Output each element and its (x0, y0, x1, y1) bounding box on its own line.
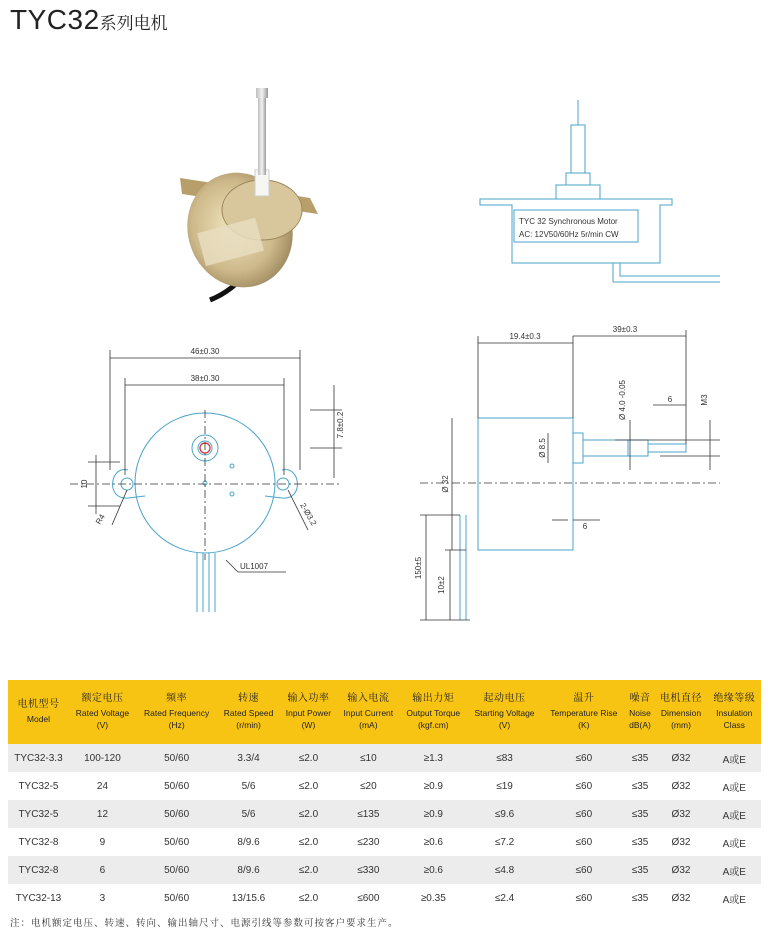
table-cell: ≤19 (467, 772, 542, 800)
table-cell: 13/15.6 (217, 884, 279, 912)
dim-shaft: Ø 4.0 -0.05 (618, 379, 627, 421)
header-input-current: 输入电流 Input Current (mA) (337, 680, 399, 744)
table-cell: TYC32-8 (8, 856, 69, 884)
table-cell: 5/6 (217, 800, 279, 828)
table-cell: ≤600 (337, 884, 399, 912)
nameplate-line2: AC: 12V50/60Hz 5r/min CW (519, 230, 619, 239)
table-cell: TYC32-5 (8, 772, 69, 800)
section-view (460, 418, 686, 620)
table-cell: Ø32 (654, 884, 707, 912)
header-input-power: 输入功率 Input Power (W) (280, 680, 337, 744)
table-cell: ≤2.0 (280, 828, 337, 856)
dim-6-top: 6 (667, 395, 673, 404)
table-cell: ≤60 (542, 828, 626, 856)
table-cell: 8/9.6 (217, 828, 279, 856)
header-dimension: 电机直径 Dimension (mm) (654, 680, 707, 744)
spec-table-body (8, 744, 761, 912)
nameplate-line1: TYC 32 Synchronous Motor (519, 217, 618, 226)
table-cell: ≤2.0 (280, 856, 337, 884)
table-cell: 12 (69, 800, 136, 828)
dim-m3: M3 (700, 394, 709, 406)
table-cell: 50/60 (136, 800, 217, 828)
table-cell: ≤7.2 (467, 828, 542, 856)
table-cell: 3.3/4 (217, 744, 279, 772)
dim-19-4: 19.4±0.3 (509, 332, 541, 341)
table-cell: ≤2.0 (280, 884, 337, 912)
dim-10-2: 10±2 (437, 576, 446, 594)
table-row (8, 800, 761, 828)
table-row (8, 772, 761, 800)
table-cell: A或E (708, 828, 761, 856)
table-cell: ≥0.35 (400, 884, 467, 912)
table-cell: TYC32-13 (8, 884, 69, 912)
table-cell: Ø32 (654, 828, 707, 856)
table-cell: ≤330 (337, 856, 399, 884)
table-cell: 5/6 (217, 772, 279, 800)
table-cell: ≤2.4 (467, 884, 542, 912)
header-temperature-rise: 温升 Temperature Rise (K) (542, 680, 626, 744)
table-cell: ≥0.9 (400, 772, 467, 800)
table-cell: TYC32-8 (8, 828, 69, 856)
table-cell: 9 (69, 828, 136, 856)
table-cell: Ø32 (654, 772, 707, 800)
table-cell: ≥1.3 (400, 744, 467, 772)
table-cell: Ø32 (654, 856, 707, 884)
spec-table (8, 680, 761, 912)
table-cell: A或E (708, 884, 761, 912)
table-cell: 50/60 (136, 828, 217, 856)
table-cell: ≥0.9 (400, 800, 467, 828)
dim-10: 10 (80, 479, 89, 489)
wire-label: UL1007 (240, 562, 269, 571)
table-row (8, 856, 761, 884)
table-cell: ≤83 (467, 744, 542, 772)
header-noise: 噪音 Noise dB(A) (626, 680, 655, 744)
table-cell: ≤9.6 (467, 800, 542, 828)
dim-46: 46±0.30 (190, 347, 220, 356)
dim-39: 39±0.3 (612, 325, 638, 334)
table-cell: ≤4.8 (467, 856, 542, 884)
table-row (8, 884, 761, 912)
dim-32: Ø 32 (441, 475, 450, 493)
table-cell: ≤60 (542, 772, 626, 800)
footnote: 注：电机额定电压、转速、转向、输出轴尺寸、电源引线等参数可按客户要求生产。 (10, 918, 399, 929)
table-cell: 3 (69, 884, 136, 912)
table-cell: 8/9.6 (217, 856, 279, 884)
series-title: 系列电机 (99, 14, 168, 33)
table-cell: ≤35 (626, 744, 655, 772)
table-cell: ≤60 (542, 884, 626, 912)
header-frequency: 频率 Rated Frequency (Hz) (136, 680, 217, 744)
table-cell: 50/60 (136, 744, 217, 772)
table-cell: ≤2.0 (280, 772, 337, 800)
table-row (8, 828, 761, 856)
table-cell: ≤35 (626, 772, 655, 800)
header-rated-voltage: 额定电压 Rated Voltage (V) (69, 680, 136, 744)
table-cell: ≤35 (626, 800, 655, 828)
table-cell: TYC32-3.3 (8, 744, 69, 772)
table-cell: ≥0.6 (400, 828, 467, 856)
table-cell: ≤60 (542, 856, 626, 884)
table-cell: ≤230 (337, 828, 399, 856)
dim-hole: 2-Ø3.2 (298, 501, 319, 528)
dim-150: 150±5 (414, 556, 423, 580)
table-cell: 24 (69, 772, 136, 800)
table-cell: A或E (708, 772, 761, 800)
header-insulation: 绝缘等级 Insulation Class (708, 680, 761, 744)
table-cell: ≤10 (337, 744, 399, 772)
table-cell: A或E (708, 800, 761, 828)
table-cell: 50/60 (136, 884, 217, 912)
table-cell: TYC32-5 (8, 800, 69, 828)
table-cell: ≤60 (542, 744, 626, 772)
header-speed: 转速 Rated Speed (r/min) (217, 680, 279, 744)
table-cell: 100-120 (69, 744, 136, 772)
table-cell: ≥0.6 (400, 856, 467, 884)
table-cell: 50/60 (136, 856, 217, 884)
dim-8-5: Ø 8.5 (538, 438, 547, 458)
dim-38: 38±0.30 (190, 374, 220, 383)
table-cell: ≤2.0 (280, 744, 337, 772)
header-model: 电机型号 Model (8, 680, 69, 744)
dim-r4: R4 (93, 512, 107, 526)
table-cell: 6 (69, 856, 136, 884)
dim-7-8: 7.8±0.2 (336, 411, 345, 439)
table-cell: ≤35 (626, 828, 655, 856)
table-cell: ≤35 (626, 884, 655, 912)
table-cell: ≤2.0 (280, 800, 337, 828)
table-cell: A或E (708, 856, 761, 884)
table-cell: 50/60 (136, 772, 217, 800)
table-cell: ≤60 (542, 800, 626, 828)
table-cell: Ø32 (654, 800, 707, 828)
model-title: TYC32 (10, 4, 100, 35)
table-cell: A或E (708, 744, 761, 772)
table-cell: Ø32 (654, 744, 707, 772)
header-starting-voltage: 起动电压 Starting Voltage (V) (467, 680, 542, 744)
table-cell: ≤135 (337, 800, 399, 828)
motor-photo (171, 88, 318, 302)
header-output-torque: 输出力矩 Output Torque (kgf.cm) (400, 680, 467, 744)
table-cell: ≤35 (626, 856, 655, 884)
table-row (8, 744, 761, 772)
spec-table-header (8, 680, 761, 744)
side-view (480, 100, 720, 282)
table-cell: ≤20 (337, 772, 399, 800)
dim-6-bottom: 6 (582, 522, 588, 531)
